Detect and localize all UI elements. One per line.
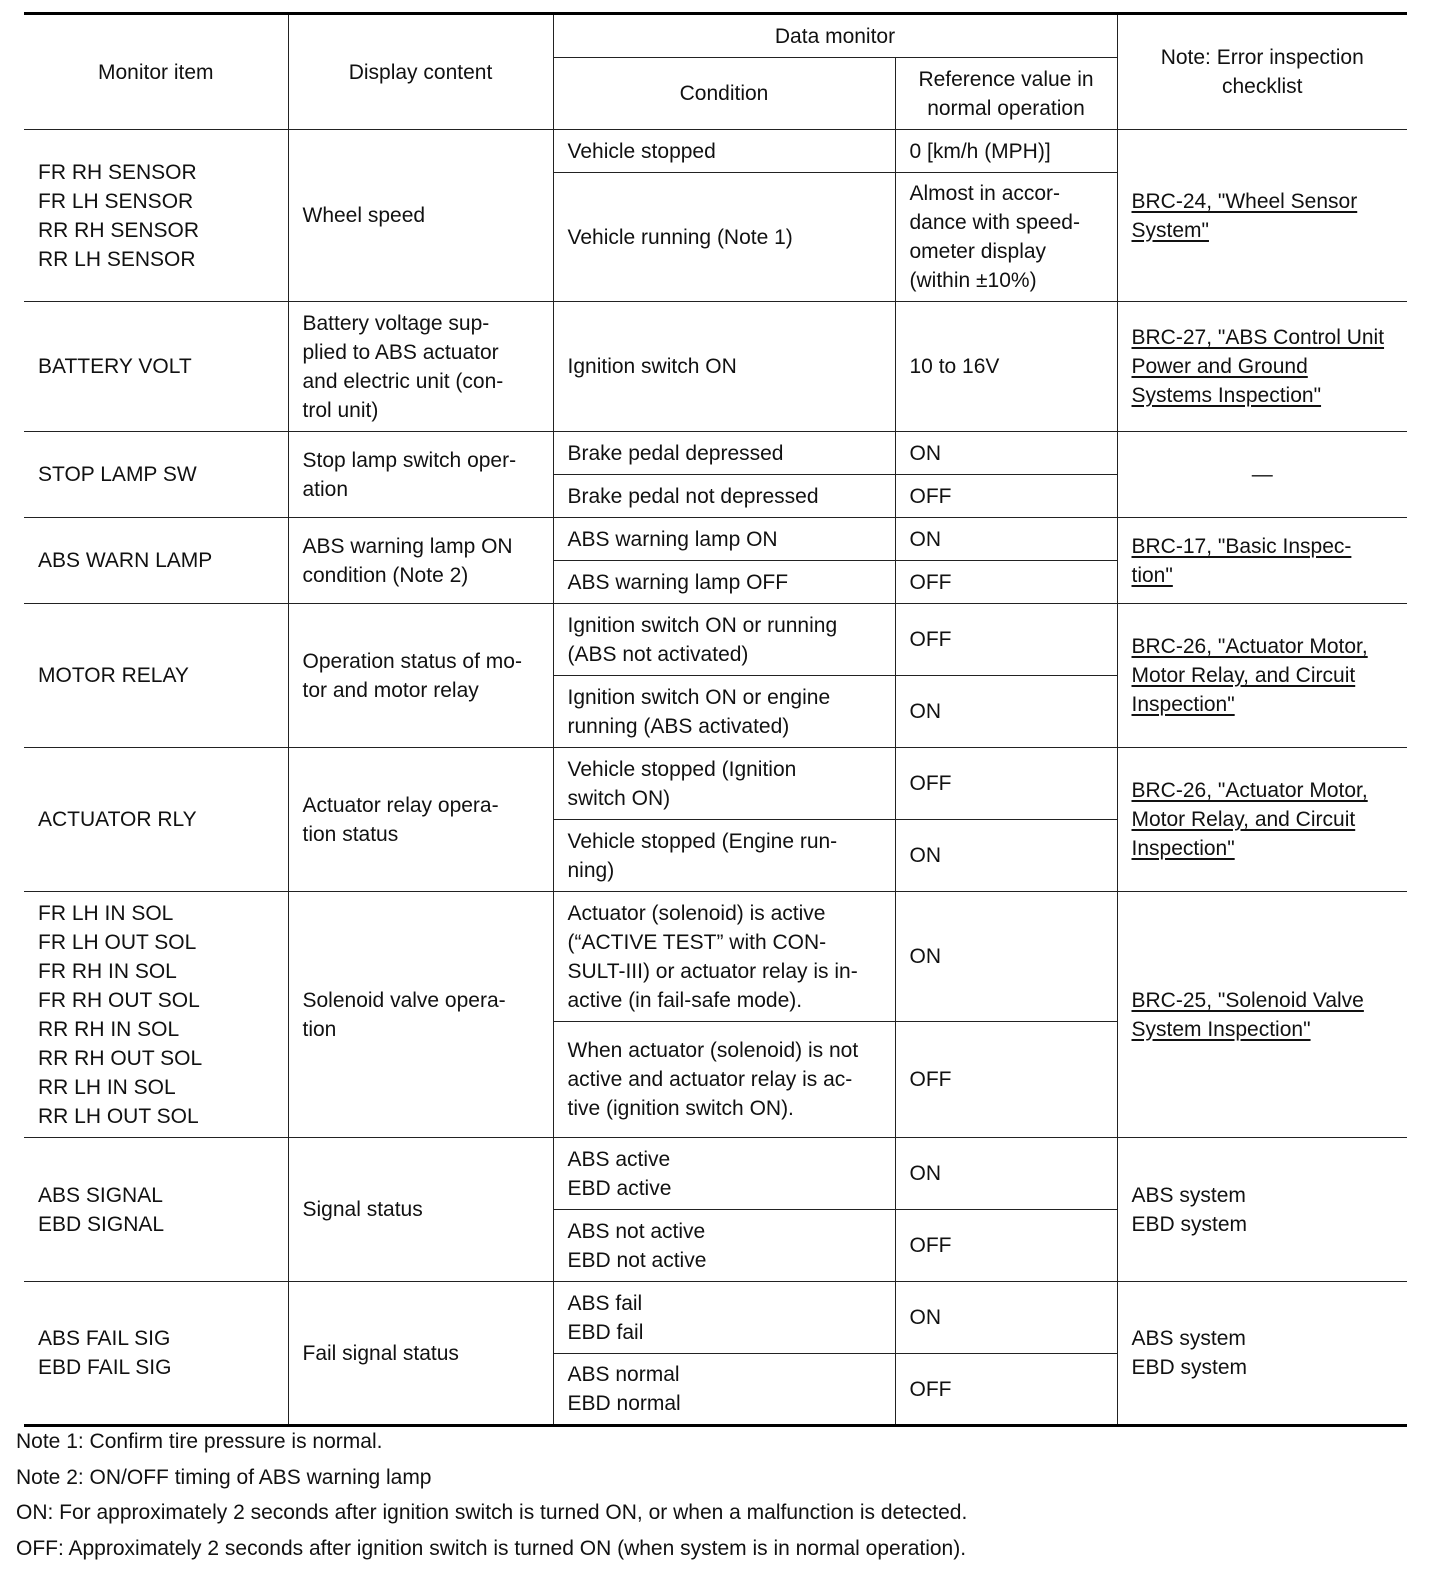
reference-value: ON xyxy=(895,1282,1117,1354)
monitor-item: STOP LAMP SW xyxy=(24,432,288,518)
condition-cell: Vehicle running (Note 1) xyxy=(553,173,895,302)
reference-link[interactable]: BRC-26, "Actuator Motor, Motor Relay, and Circuit Inspection" xyxy=(1131,635,1368,716)
condition-cell: ABS warning lamp ON xyxy=(553,518,895,561)
reference-value: ON xyxy=(895,518,1117,561)
reference-value: ON xyxy=(895,1138,1117,1210)
condition-cell: Actuator (solenoid) is active (“ACTIVE TEST” with CON- SULT-III) or actuator relay is in- active (in fail-safe mode). xyxy=(553,892,895,1022)
note-cell: — xyxy=(1117,432,1407,518)
reference-value: Almost in accor- dance with speed- ometer display (within ±10%) xyxy=(895,173,1117,302)
header-row-1 xyxy=(24,14,1407,58)
display-content: Signal status xyxy=(288,1138,553,1282)
monitor-table xyxy=(24,12,1407,1427)
condition-cell: ABS fail EBD fail xyxy=(553,1282,895,1354)
header-monitor-item: Monitor item xyxy=(24,14,288,130)
reference-link[interactable]: BRC-26, "Actuator Motor, Motor Relay, and Circuit Inspection" xyxy=(1131,779,1368,860)
footnotes xyxy=(16,1424,1416,1566)
monitor-item: MOTOR RELAY xyxy=(24,604,288,748)
condition-cell: ABS warning lamp OFF xyxy=(553,561,895,604)
condition-cell: Ignition switch ON or engine running (ABS activated) xyxy=(553,676,895,748)
reference-value: OFF xyxy=(895,1022,1117,1138)
table-row xyxy=(24,302,1407,432)
monitor-item: BATTERY VOLT xyxy=(24,302,288,432)
reference-value: 10 to 16V xyxy=(895,302,1117,432)
display-content: Solenoid valve opera- tion xyxy=(288,892,553,1138)
reference-value: ON xyxy=(895,892,1117,1022)
reference-value: OFF xyxy=(895,475,1117,518)
note-1: Note 1: Confirm tire pressure is normal. xyxy=(16,1430,383,1453)
condition-cell: Vehicle stopped (Ignition switch ON) xyxy=(553,748,895,820)
note-cell xyxy=(1117,302,1407,432)
display-content: Fail signal status xyxy=(288,1282,553,1426)
header-reference: Reference value in normal operation xyxy=(895,58,1117,130)
note-off-timing: OFF: Approximately 2 seconds after ignition switch is turned ON (when system is in normal operation). xyxy=(16,1536,967,1560)
condition-cell: Vehicle stopped xyxy=(553,130,895,173)
condition-cell: Ignition switch ON or running (ABS not activated) xyxy=(553,604,895,676)
note-on-timing: ON: For approximately 2 seconds after ignition switch is turned ON, or when a malfunction is detected. xyxy=(16,1501,968,1524)
monitor-item: ABS FAIL SIG EBD FAIL SIG xyxy=(24,1282,288,1426)
note-cell xyxy=(1117,130,1407,302)
reference-value: OFF xyxy=(895,561,1117,604)
header-display-content: Display content xyxy=(288,14,553,130)
condition-cell: Brake pedal depressed xyxy=(553,432,895,475)
condition-cell: Brake pedal not depressed xyxy=(553,475,895,518)
reference-value: OFF xyxy=(895,604,1117,676)
reference-value: OFF xyxy=(895,1354,1117,1426)
table-row xyxy=(24,432,1407,475)
table-row xyxy=(24,1138,1407,1210)
condition-cell: ABS not active EBD not active xyxy=(553,1210,895,1282)
display-content: Operation status of mo- tor and motor relay xyxy=(288,604,553,748)
display-content: Wheel speed xyxy=(288,130,553,302)
monitor-item: ACTUATOR RLY xyxy=(24,748,288,892)
header-data-monitor: Data monitor xyxy=(553,14,1117,58)
reference-value: ON xyxy=(895,432,1117,475)
note-cell xyxy=(1117,518,1407,604)
header-condition: Condition xyxy=(553,58,895,130)
note-cell: ABS system EBD system xyxy=(1117,1282,1407,1426)
display-content: ABS warning lamp ON condition (Note 2) xyxy=(288,518,553,604)
note-cell: ABS system EBD system xyxy=(1117,1138,1407,1282)
display-content: Battery voltage sup- plied to ABS actuator and electric unit (con- trol unit) xyxy=(288,302,553,432)
monitor-item: ABS SIGNAL EBD SIGNAL xyxy=(24,1138,288,1282)
condition-cell: ABS active EBD active xyxy=(553,1138,895,1210)
reference-value: OFF xyxy=(895,748,1117,820)
monitor-item: FR LH IN SOL FR LH OUT SOL FR RH IN SOL FR RH OUT SOL RR RH IN SOL RR RH OUT SOL RR LH IN SOL RR LH OUT SOL xyxy=(24,892,288,1138)
condition-cell: Ignition switch ON xyxy=(553,302,895,432)
table-row xyxy=(24,130,1407,173)
table-row xyxy=(24,604,1407,676)
header-note: Note: Error inspection checklist xyxy=(1117,14,1407,130)
reference-link[interactable]: BRC-24, "Wheel Sensor System" xyxy=(1131,189,1358,242)
reference-value: ON xyxy=(895,820,1117,892)
note-cell xyxy=(1117,604,1407,748)
condition-cell: ABS normal EBD normal xyxy=(553,1354,895,1426)
note-2: Note 2: ON/OFF timing of ABS warning lamp xyxy=(16,1465,432,1489)
reference-link[interactable]: BRC-27, "ABS Control Unit Power and Ground Systems Inspection" xyxy=(1131,326,1385,407)
table-row xyxy=(24,1282,1407,1354)
reference-value: OFF xyxy=(895,1210,1117,1282)
table-row xyxy=(24,518,1407,561)
reference-value: 0 [km/h (MPH)] xyxy=(895,130,1117,173)
monitor-item: ABS WARN LAMP xyxy=(24,518,288,604)
reference-value: ON xyxy=(895,676,1117,748)
condition-cell: When actuator (solenoid) is not active and actuator relay is ac- tive (ignition switch ON). xyxy=(553,1022,895,1138)
display-content: Actuator relay opera- tion status xyxy=(288,748,553,892)
display-content: Stop lamp switch oper- ation xyxy=(288,432,553,518)
table-row xyxy=(24,892,1407,1022)
note-cell xyxy=(1117,748,1407,892)
table-row xyxy=(24,748,1407,820)
reference-link[interactable]: BRC-17, "Basic Inspec- tion" xyxy=(1131,534,1352,587)
note-cell xyxy=(1117,892,1407,1138)
condition-cell: Vehicle stopped (Engine run- ning) xyxy=(553,820,895,892)
reference-link[interactable]: BRC-25, "Solenoid Valve System Inspection" xyxy=(1131,988,1364,1041)
monitor-item: FR RH SENSOR FR LH SENSOR RR RH SENSOR RR LH SENSOR xyxy=(24,130,288,302)
